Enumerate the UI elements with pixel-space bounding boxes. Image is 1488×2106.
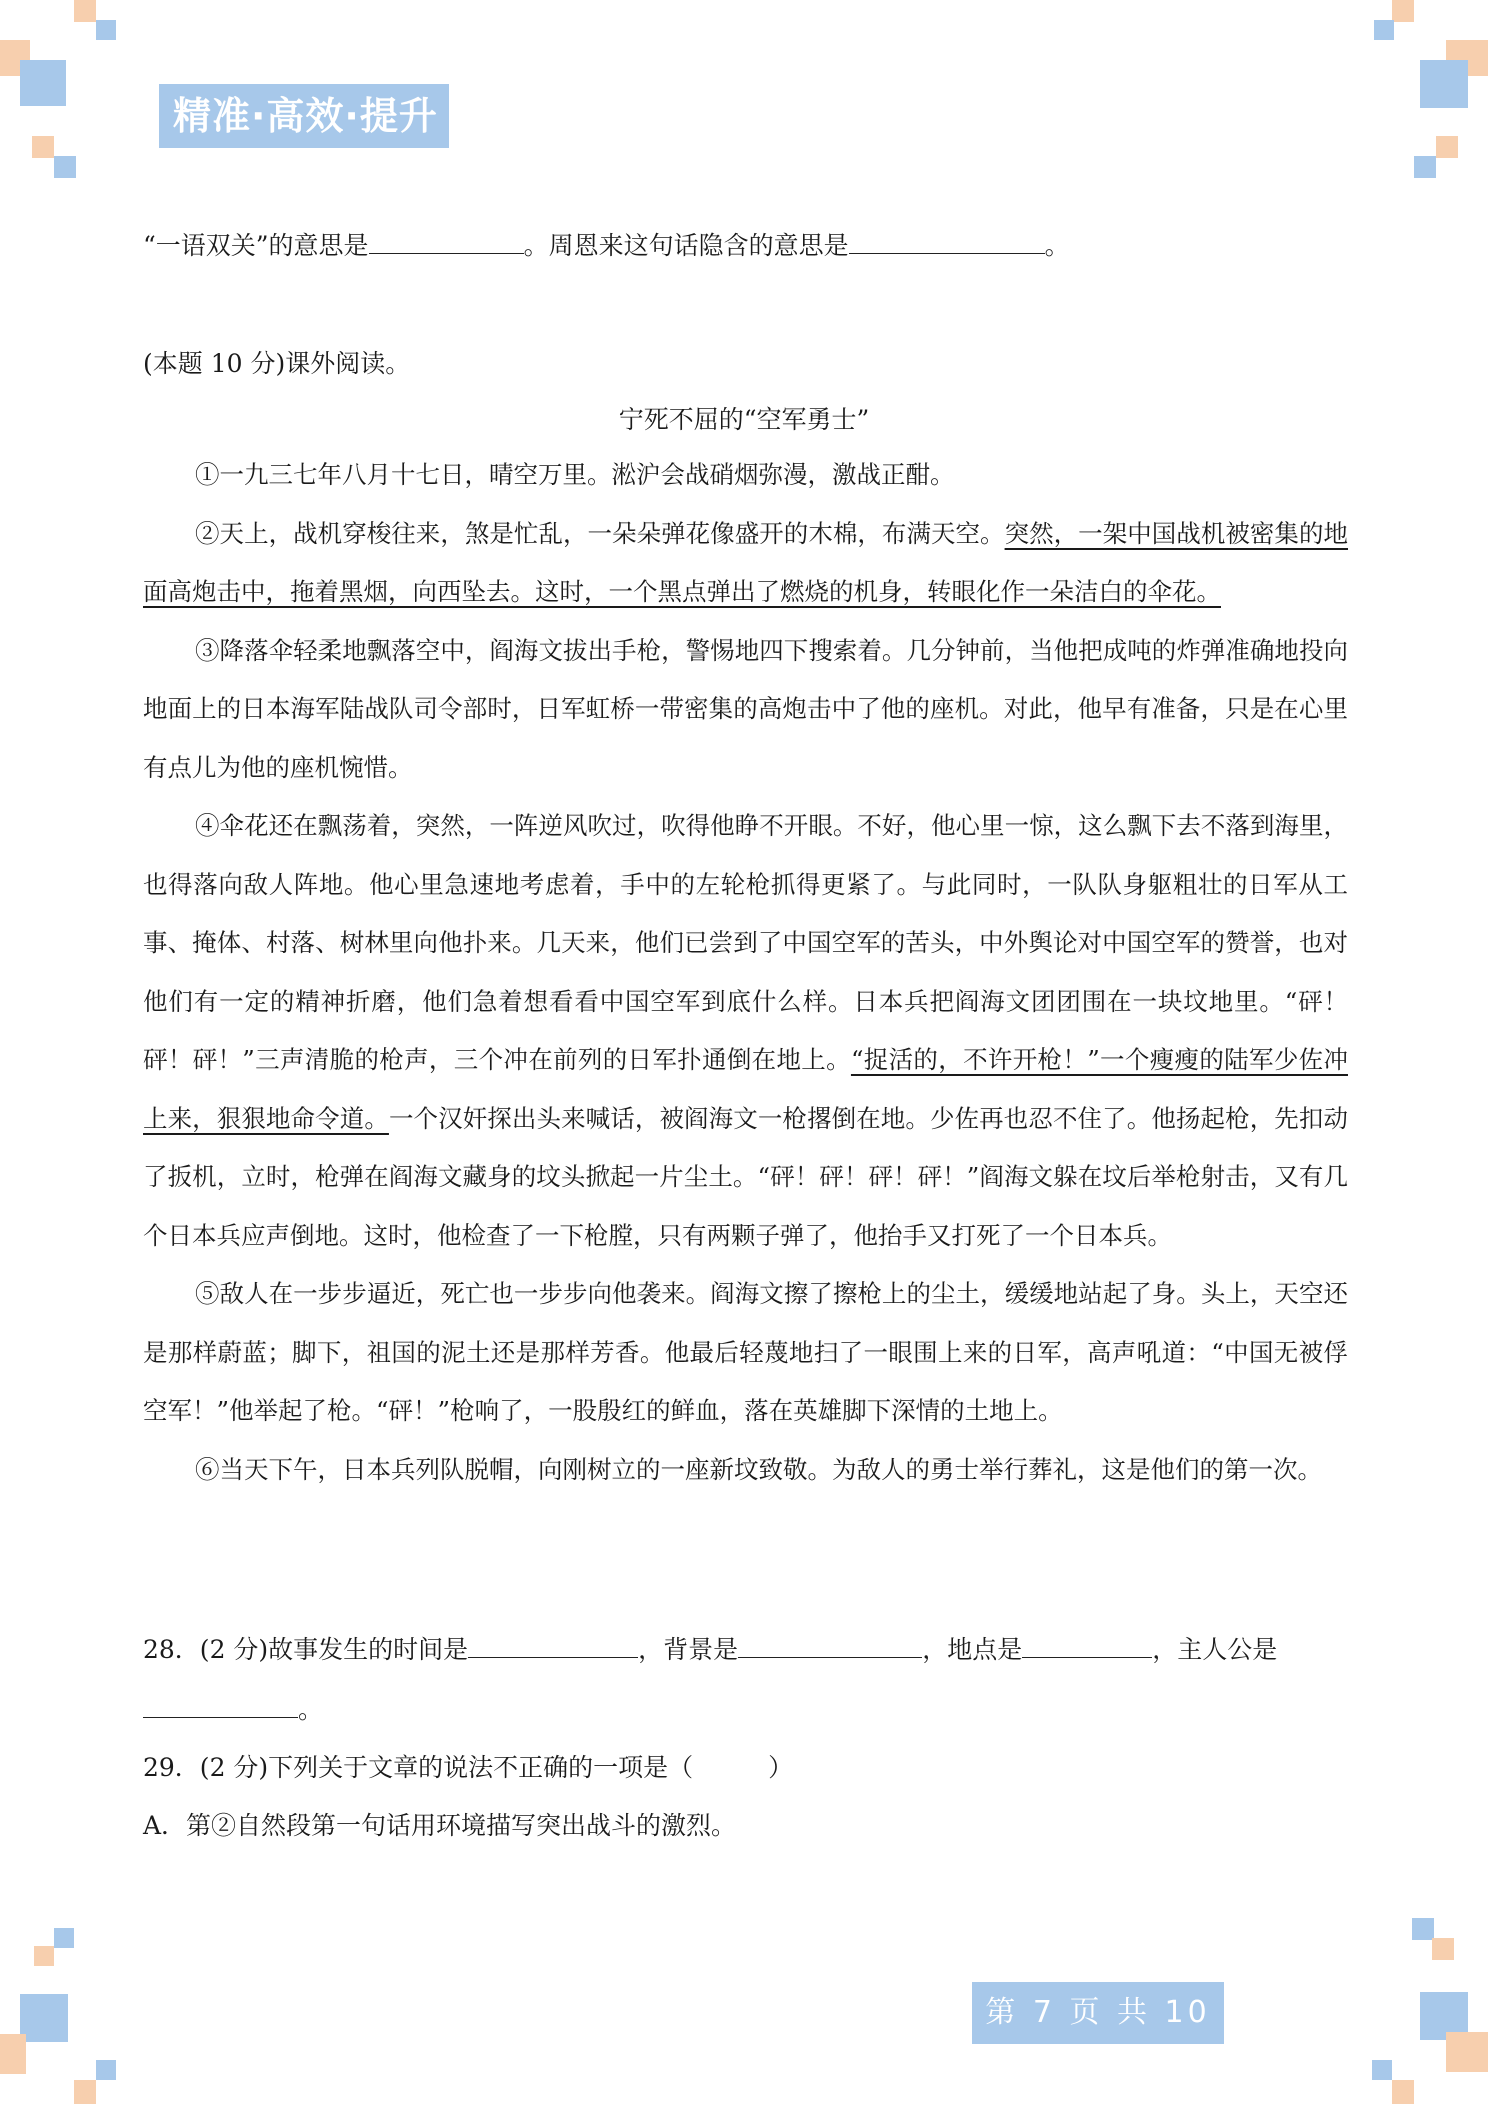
decor-square: [54, 1928, 74, 1948]
question-text: ，地点是: [922, 1635, 1023, 1664]
question-text: 。: [298, 1695, 324, 1724]
decor-square: [1420, 60, 1468, 108]
decor-square: [74, 2080, 96, 2104]
decor-square: [1392, 2080, 1414, 2104]
paragraph-6: ⑥当天下午，日本兵列队脱帽，向刚树立的一座新坟致敬。为敌人的勇士举行葬礼，这是他们的第一次。: [195, 1454, 1322, 1484]
decor-square: [34, 1946, 54, 1966]
paragraph-2: [143, 505, 1348, 622]
brand-banner: 精准·高效·提升: [159, 84, 449, 148]
question-28-cont: [143, 1690, 323, 1726]
paragraph-text: 一个汉奸探出头来喊话，被阎海文一枪撂倒在地。少佐再也忍不住了。他扬起枪，先扣动了扳机，立时，枪弹在阎海文藏身的坟头掀起一片尘土。“砰！砰！砰！砰！”阎海文躲在坟后举枪射击，又有几个日本兵应声倒地。这时，他检查了一下枪膛，只有两颗子弹了，他抬手又打死了一个日本兵。: [143, 1103, 1348, 1250]
decor-square: [1446, 2032, 1488, 2072]
paragraph-4: [143, 797, 1348, 1265]
decor-square: [74, 0, 96, 22]
question-29-option-a[interactable]: A．第②自然段第一句话用环境描写突出战斗的激烈。: [143, 1811, 737, 1840]
question-28: [143, 1630, 1277, 1666]
decor-square: [96, 20, 116, 40]
decor-square: [1412, 1918, 1434, 1940]
answer-blank[interactable]: [369, 227, 524, 254]
decor-square: [1392, 0, 1414, 22]
story-title: 宁死不屈的“空军勇士”: [618, 405, 870, 434]
decor-square: [1372, 2060, 1392, 2080]
intro-text: “一语双关”的意思是: [143, 231, 369, 260]
paragraph-text: ②天上，战机穿梭往来，煞是忙乱，一朵朵弹花像盛开的木棉，布满天空。: [195, 518, 1005, 548]
decor-square: [1436, 136, 1458, 158]
question-text: ，主人公是: [1152, 1635, 1278, 1664]
question-text: 28．(2 分)故事发生的时间是: [143, 1635, 469, 1664]
decor-square: [54, 156, 76, 178]
question-text: ，背景是: [638, 1635, 739, 1664]
decor-square: [0, 2034, 26, 2074]
decor-square: [32, 136, 54, 158]
decor-square: [1374, 20, 1394, 40]
underlined-sentence: “捉活的，不许开枪！”一个瘦瘦的陆军少佐冲上来，狠狠地命令道。: [143, 1045, 1348, 1133]
paragraph-3: ③降落伞轻柔地飘落空中，阎海文拔出手枪，警惕地四下搜索着。几分钟前，当他把成吨的炸弹准确地投向地面上的日本海军陆战队司令部时，日军虹桥一带密集的高炮击中了他的座机。对此，他早有准备，只是在心里有点儿为他的座机惋惜。: [143, 635, 1348, 782]
answer-blank[interactable]: [849, 227, 1045, 254]
decor-square: [96, 2060, 116, 2080]
answer-blank[interactable]: [1022, 1631, 1152, 1658]
intro-text: 。周恩来这句话隐含的意思是: [523, 231, 849, 260]
intro-text: 。: [1044, 231, 1070, 260]
question-29-stem: 29．(2 分)下列关于文章的说法不正确的一项是（ ）: [143, 1753, 794, 1782]
answer-blank[interactable]: [468, 1631, 638, 1658]
decor-square: [20, 60, 66, 106]
intro-line: [143, 226, 1070, 262]
underlined-sentence: 突然，一架中国战机被密集的地面高炮击中，拖着黑烟，向西坠去。这时，一个黑点弹出了燃烧的机身，转眼化作一朵洁白的伞花。: [143, 518, 1349, 606]
story-body: [143, 446, 1348, 1499]
decor-square: [20, 1994, 68, 2042]
answer-blank[interactable]: [738, 1631, 922, 1658]
section-label: (本题 10 分)课外阅读。: [143, 349, 411, 378]
answer-blank[interactable]: [143, 1691, 298, 1718]
page-indicator: 第 7 页 共 10 页: [972, 1982, 1224, 2044]
paragraph-text: ④伞花还在飘荡着，突然，一阵逆风吹过，吹得他睁不开眼。不好，他心里一惊，这么飘下去不落到海里，也得落向敌人阵地。他心里急速地考虑着，手中的左轮枪抓得更紧了。与此同时，一队队身躯粗壮的日军从工事、掩体、村落、树林里向他扑来。几天来，他们已尝到了中国空军的苦头，中外舆论对中国空军的赞誉，也对他们有一定的精神折磨，他们急着想看看中国空军到底什么样。日本兵把阎海文团团围在一块坟地里。“砰！砰！砰！”三声清脆的枪声，三个冲在前列的日军扑通倒在地上。: [143, 811, 1348, 1074]
decor-square: [1414, 156, 1436, 178]
paragraph-5: ⑤敌人在一步步逼近，死亡也一步步向他袭来。阎海文擦了擦枪上的尘土，缓缓地站起了身。头上，天空还是那样蔚蓝；脚下，祖国的泥土还是那样芳香。他最后轻蔑地扫了一眼围上来的日军，高声吼道：“中国无被俘空军！”他举起了枪。“砰！”枪响了，一股殷红的鲜血，落在英雄脚下深情的土地上。: [143, 1279, 1348, 1425]
paragraph-1: ①一九三七年八月十七日，晴空万里。淞沪会战硝烟弥漫，激战正酣。: [195, 460, 955, 489]
decor-square: [1432, 1938, 1454, 1960]
